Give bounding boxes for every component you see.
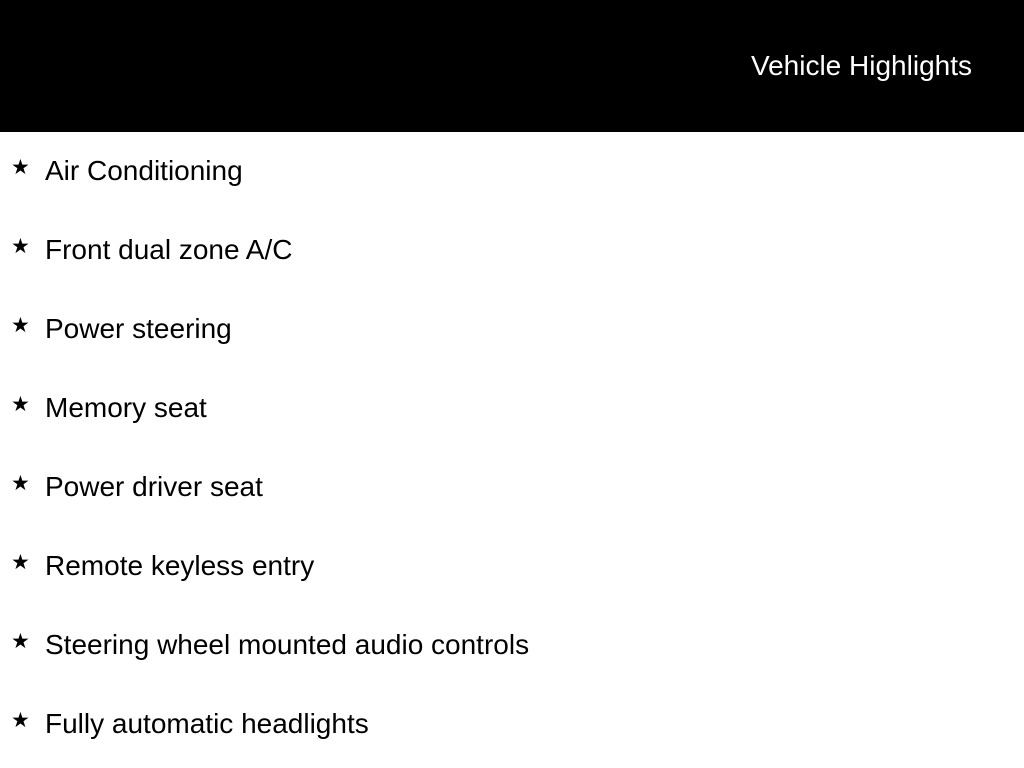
star-icon: ★ xyxy=(11,551,30,574)
highlight-label: Fully automatic headlights xyxy=(45,708,369,739)
list-item xyxy=(0,369,1024,448)
highlight-label: Steering wheel mounted audio controls xyxy=(45,629,530,660)
header-bar xyxy=(0,0,1024,132)
highlight-label: Memory seat xyxy=(45,392,207,423)
list-item xyxy=(0,685,1024,764)
list-item xyxy=(0,527,1024,606)
list-item xyxy=(0,606,1024,685)
star-icon: ★ xyxy=(11,709,30,732)
star-icon: ★ xyxy=(11,393,30,416)
star-icon: ★ xyxy=(11,235,30,258)
highlight-label: Air Conditioning xyxy=(45,155,243,186)
page-title: Vehicle Highlights xyxy=(750,50,972,81)
highlight-label: Remote keyless entry xyxy=(45,550,315,581)
highlight-label: Power steering xyxy=(45,313,232,344)
star-icon: ★ xyxy=(11,314,30,337)
star-icon: ★ xyxy=(11,156,30,179)
list-item xyxy=(0,211,1024,290)
star-icon: ★ xyxy=(11,472,30,495)
highlight-label: Front dual zone A/C xyxy=(45,234,293,265)
list-item xyxy=(0,290,1024,369)
list-item xyxy=(0,448,1024,527)
star-icon: ★ xyxy=(11,630,30,653)
highlights-list xyxy=(0,132,1024,764)
list-item xyxy=(0,132,1024,211)
highlight-label: Power driver seat xyxy=(45,471,263,502)
